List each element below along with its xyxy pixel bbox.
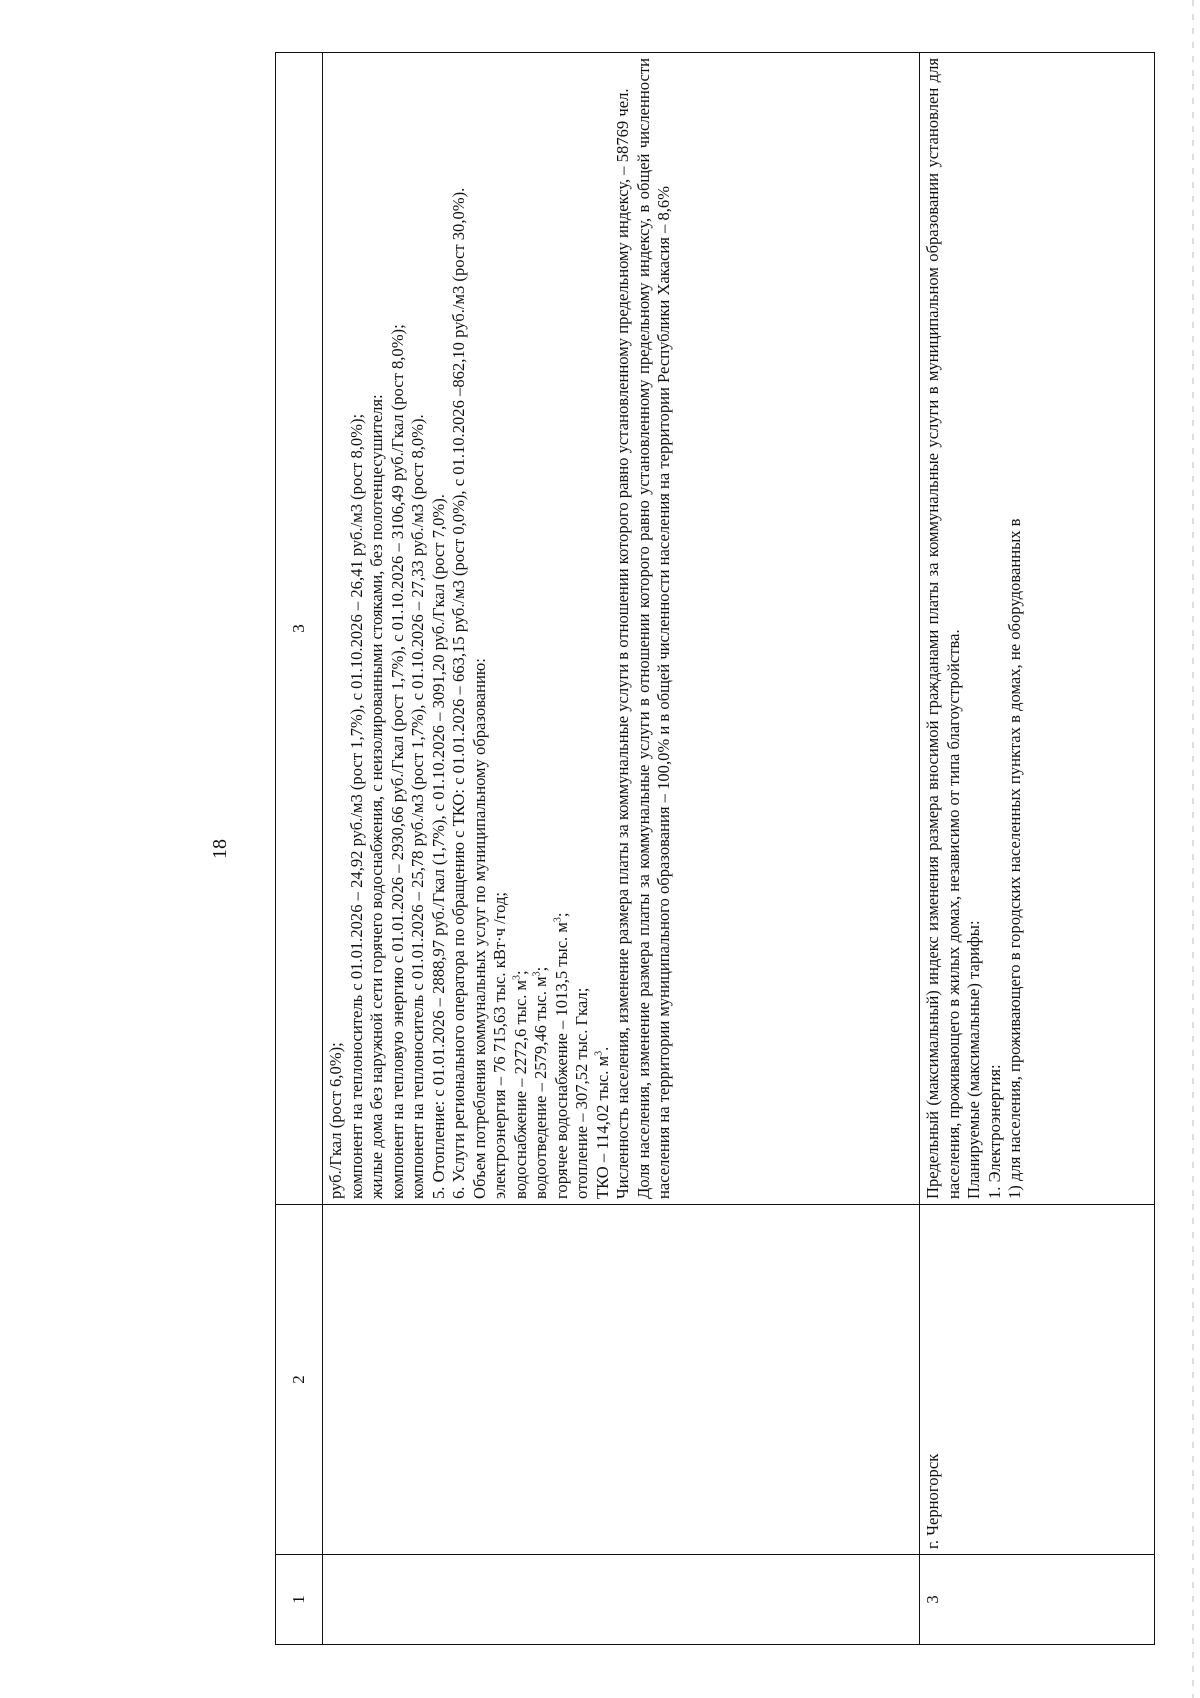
volume-line: горячее водоснабжение – 1013,5 тыс. $м^3$; xyxy=(551,912,571,1199)
details-cell xyxy=(323,53,920,1205)
text-line: водоснабжение – 2272,6 тыс. м xyxy=(510,979,530,1199)
text-line: Доля населения, изменение размера платы за коммунальные услуги в отношении которого равно установленному предельному индексу, в общей численности населения на территории муниципального образования – 100,0% и в общей численности населения на территории Республики Хакасия – 8,6% xyxy=(633,58,673,1199)
rotated-page xyxy=(180,53,1090,1645)
page-number: 18 xyxy=(209,839,231,859)
text-line: электроэнергия – 76 715,63 тыс. кВт·ч /год; xyxy=(490,891,509,1199)
volume-line: водоснабжение – 2272,6 тыс. $м^3$; xyxy=(510,970,530,1199)
table-row xyxy=(920,53,1155,1645)
text-line: ТКО – 114,02 тыс. м xyxy=(592,1055,612,1199)
volume-line: водоотведение – 2579,46 тыс. $м^3$; xyxy=(531,966,550,1199)
text-line: 1) для населения, проживающего в городских населенных пунктах в домах, не оборудованных в xyxy=(1005,518,1024,1199)
text-line: водоотведение – 2579,46 тыс. м xyxy=(531,976,550,1199)
row-number: 3 xyxy=(920,1555,1155,1645)
municipality-cell xyxy=(323,1205,920,1555)
scan-edge xyxy=(1192,0,1194,1698)
table-header-row xyxy=(276,53,323,1645)
tariff-table xyxy=(275,52,1155,1645)
details-cell xyxy=(920,53,1155,1205)
header-col-3: 3 xyxy=(276,53,323,1205)
text-line: 5. Отопление: с 01.01.2026 – 2888,97 руб./Гкал (1,7%), с 01.10.2026 – 3091,20 руб./Гкал (рост 7,0%). xyxy=(428,494,448,1199)
volume-line: ТКО – 114,02 тыс. $м^3$. xyxy=(592,1046,612,1199)
text-line: Численность населения, изменение размера платы за коммунальные услуги в отношении которого равно установленному предельному индексу, – 58769 чел. xyxy=(613,88,632,1199)
text-line: компонент на теплоноситель с 01.01.2026 – 25,78 руб./м3 (рост 1,7%), с 01.10.2026 – 27,33 руб./м3 (рост 8,0%). xyxy=(408,414,427,1199)
text-line: 1. Электроэнергия: xyxy=(984,1064,1004,1199)
text-line: компонент на теплоноситель с 01.01.2026 – 24,92 руб./м3 (рост 1,7%), с 01.10.2026 – 26,41 руб./м3 (рост 8,0%); xyxy=(346,413,366,1199)
header-col-1: 1 xyxy=(276,1555,323,1645)
header-col-2: 2 xyxy=(276,1205,323,1555)
text-line: Предельный (максимальный) индекс изменения размера вносимой гражданами платы за коммунальные услуги в муниципальном образовании установлен для населения, проживающего в жилых домах, независимо от типа благоустройства. xyxy=(923,58,963,1199)
table-row xyxy=(323,53,920,1645)
municipality-cell: г. Черногорск xyxy=(920,1205,1155,1555)
text-line: горячее водоснабжение – 1013,5 тыс. м xyxy=(551,922,571,1199)
text-line: Планируемые (максимальные) тарифы: xyxy=(964,920,983,1199)
text-line: руб./Гкал (рост 6,0%); xyxy=(326,1042,345,1199)
text-line: отопление – 307,52 тыс. Гкал; xyxy=(572,987,591,1199)
row-number xyxy=(323,1555,920,1645)
text-line: Объем потребления коммунальных услуг по муниципальному образованию: xyxy=(469,658,489,1199)
text-line: 6. Услуги регионального оператора по обращению с ТКО: с 01.01.2026 – 663,15 руб./м3 (рост 0,0%), с 01.10.2026 –862,10 руб./м3 (рост 30,0%). xyxy=(449,187,468,1199)
text-line: жилые дома без наружной сети горячего водоснабжения, с неизолированными стояками, без полотенцесушителя: xyxy=(367,394,386,1199)
text-line: компонент на тепловую энергию с 01.01.2026 – 2930,66 руб./Гкал (рост 1,7%), с 01.10.2026 – 3106,49 руб./Гкал (рост 8,0%); xyxy=(387,324,407,1199)
